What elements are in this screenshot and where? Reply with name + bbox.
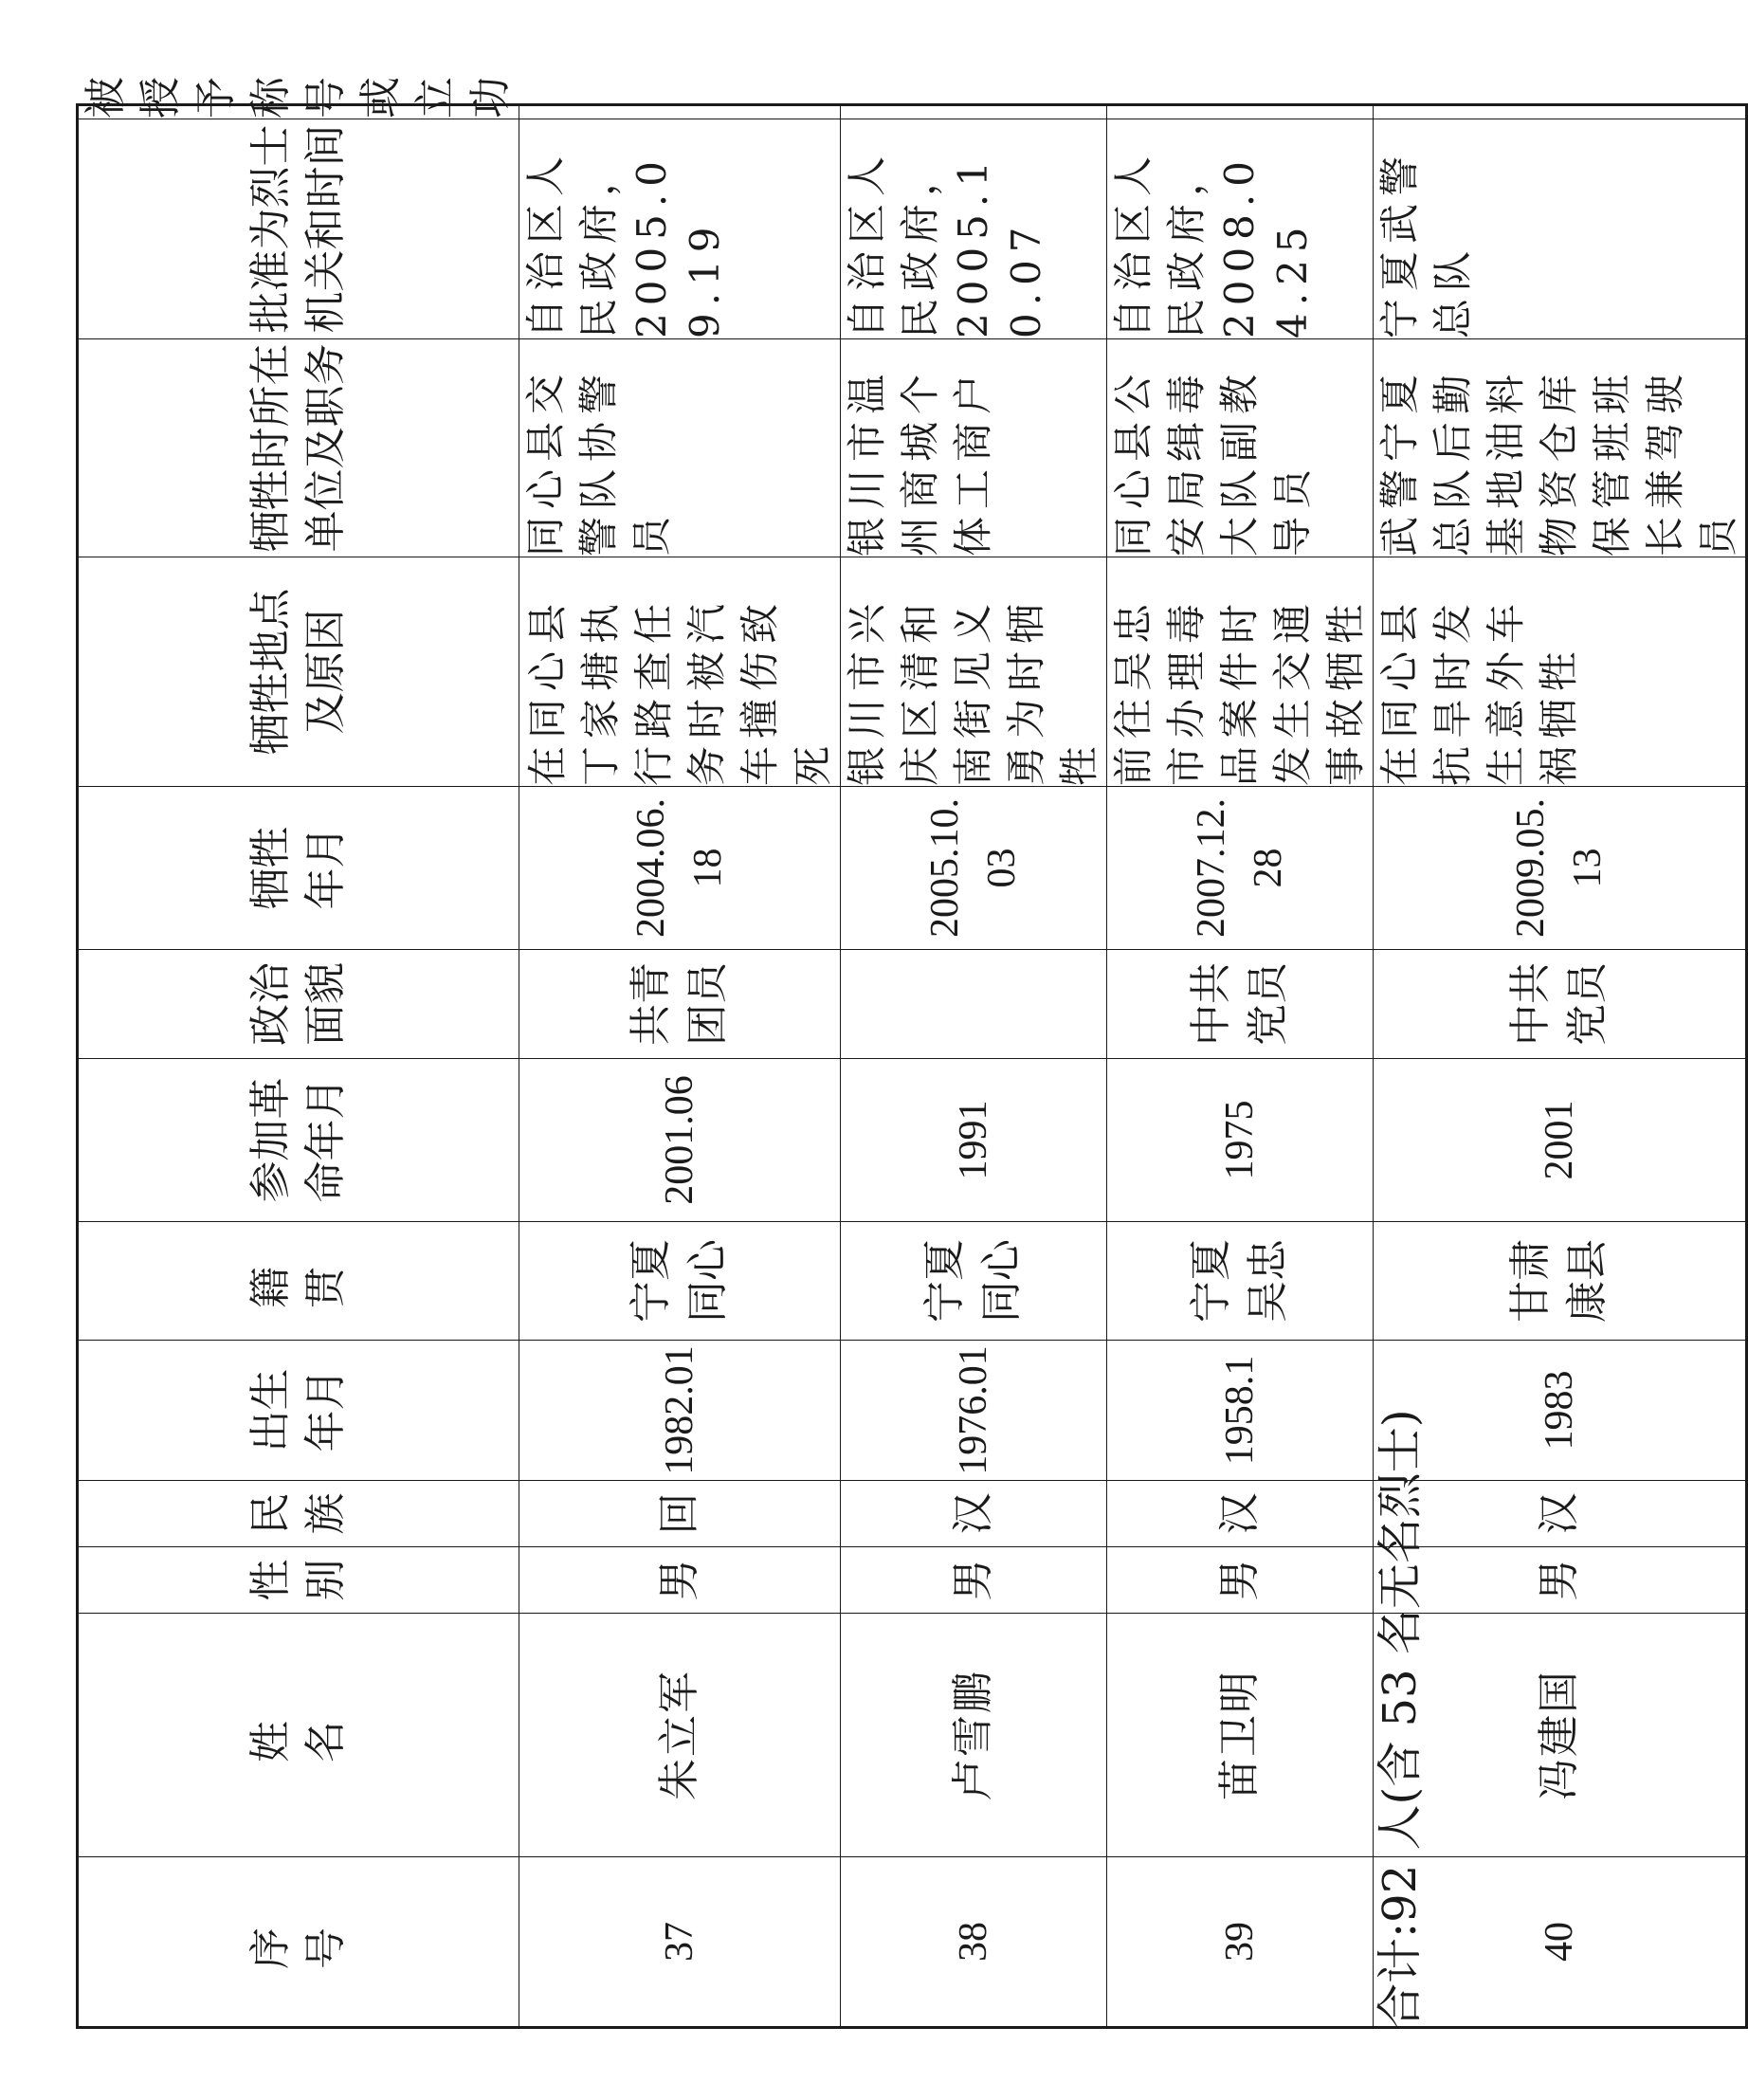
header-native-place: 籍 贯 [78,1222,519,1341]
cell-honors [1107,105,1374,119]
cell-name: 朱立军 [519,1614,841,1857]
table-row [1374,105,1747,2028]
cell-joined: 2001 [1374,1059,1747,1222]
header-birth: 出生 年月 [78,1341,519,1481]
martyr-roster-table [76,77,1748,2029]
cell-political [841,950,1107,1059]
cell-name: 冯建国 [1374,1614,1747,1857]
header-ethnicity: 民 族 [78,1481,519,1547]
cell-place-cause: 在同心县抗旱时发生意外车祸牺牲 [1374,557,1747,787]
cell-ethnicity: 汉 [1374,1481,1747,1547]
cell-gender: 男 [519,1547,841,1614]
table-row [1107,105,1374,2028]
cell-name: 苗卫明 [1107,1614,1374,1857]
header-approval: 批准为烈士 机关和时间 [78,119,519,339]
cell-sacrifice-date: 2007.12. 28 [1107,787,1374,950]
header-honors: 被授予 称号或 立功 [78,105,519,119]
cell-approval: 自治区人民政府，2005.09.19 [519,119,841,339]
header-place-cause: 牺牲地点 及原因 [78,557,519,787]
table-row [841,105,1107,2028]
cell-gender: 男 [1374,1547,1747,1614]
cell-ethnicity: 汉 [841,1481,1107,1547]
cell-approval: 自治区人民政府，2008.04.25 [1107,119,1374,339]
header-seq: 序 号 [78,1857,519,2028]
total-summary: 合计:92 人(含 53 名无名烈士) [1374,1409,1427,2029]
cell-place-cause: 前往吴忠市办理毒品案件时发生交通事故牺牲 [1107,557,1374,787]
cell-seq: 40 [1374,1857,1747,2028]
cell-unit-position: 同心县交警队协警员 [519,339,841,557]
cell-approval: 宁夏武警总队 [1374,119,1747,339]
cell-gender: 男 [1107,1547,1374,1614]
cell-ethnicity: 回 [519,1481,841,1547]
header-row [78,105,519,2028]
cell-unit-position: 武警宁夏总队后勤基地油料物资仓库保管班班长兼驾驶员 [1374,339,1747,557]
cell-unit-position: 同心县公安局缉毒大队副教导员 [1107,339,1374,557]
cell-ethnicity: 汉 [1107,1481,1374,1547]
cell-political: 中共 党员 [1374,950,1747,1059]
table-body [519,105,1747,2028]
cell-unit-position: 银川市温州商城个体工商户 [841,339,1107,557]
cell-native-place: 宁夏 吴忠 [1107,1222,1374,1341]
cell-political: 共青 团员 [519,950,841,1059]
cell-sacrifice-date: 2005.10. 03 [841,787,1107,950]
cell-joined: 1991 [841,1059,1107,1222]
cell-honors [1374,105,1747,119]
cell-native-place: 甘肃 康县 [1374,1222,1747,1341]
cell-birth: 1983 [1374,1341,1747,1481]
cell-seq: 37 [519,1857,841,2028]
cell-sacrifice-date: 2004.06. 18 [519,787,841,950]
cell-gender: 男 [841,1547,1107,1614]
cell-sacrifice-date: 2009.05. 13 [1374,787,1747,950]
cell-honors [841,105,1107,119]
table-row [519,105,841,2028]
header-unit-position: 牺牲时所在 单位及职务 [78,339,519,557]
header-joined: 参加革 命年月 [78,1059,519,1222]
cell-birth: 1958.1 [1107,1341,1374,1481]
cell-honors [519,105,841,119]
cell-joined: 2001.06 [519,1059,841,1222]
cell-birth: 1976.01 [841,1341,1107,1481]
cell-native-place: 宁夏 同心 [841,1222,1107,1341]
cell-approval: 自治区人民政府，2005.10.07 [841,119,1107,339]
cell-native-place: 宁夏 同心 [519,1222,841,1341]
cell-place-cause: 在同心县丁家塘执行路查任务时被汽车撞伤致死 [519,557,841,787]
cell-political: 中共 党员 [1107,950,1374,1059]
cell-joined: 1975 [1107,1059,1374,1222]
header-sacrifice-date: 牺牲 年月 [78,787,519,950]
header-gender: 性 别 [78,1547,519,1614]
header-name: 姓 名 [78,1614,519,1857]
cell-place-cause: 银川市兴庆区清和南街见义勇为时牺牲 [841,557,1107,787]
header-political: 政治 面貌 [78,950,519,1059]
cell-seq: 38 [841,1857,1107,2028]
table-header [78,77,519,2028]
cell-name: 卢雪鹏 [841,1614,1107,1857]
cell-birth: 1982.01 [519,1341,841,1481]
cell-seq: 39 [1107,1857,1374,2028]
